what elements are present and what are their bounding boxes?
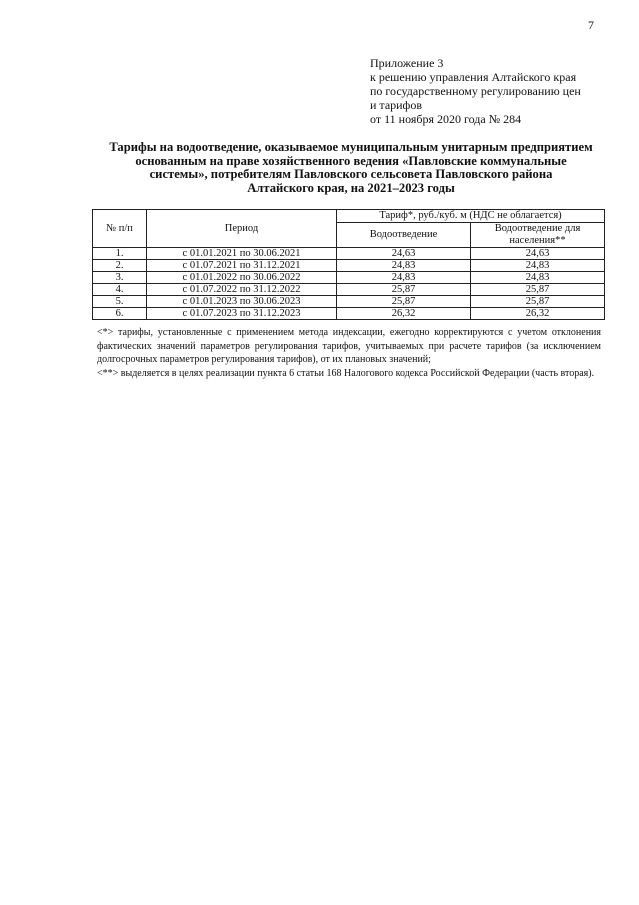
cell-water: 24,83 [337,272,471,284]
header-water: Водоотведение [337,223,471,248]
footnote: <**> выделяется в целях реализации пункта 6 статьи 168 Налогового кодекса Российской Федерации (часть вторая). [97,367,595,379]
cell-period: с 01.01.2023 по 30.06.2023 [147,296,337,308]
cell-num: 5. [93,296,147,308]
header-population: Водоотведение для населения** [471,223,605,248]
appendix-block [370,56,620,126]
footnote: <*> тарифы, установленные с применением метода индексации, ежегодно корректируются с учетом отклонения фактических значений параметров регулирования тарифов, учитываемых при расчете тарифов (за исключением долгосрочных параметров регулирования тарифов), от их плановых значений; [97,327,601,365]
table-row [93,296,605,308]
page-number: 7 [588,18,594,32]
cell-water: 24,83 [337,260,471,272]
header-num: № п/п [93,210,147,248]
cell-population: 25,87 [471,284,605,296]
cell-water: 26,32 [337,308,471,320]
cell-period: с 01.07.2023 по 31.12.2023 [147,308,337,320]
header-period: Период [147,210,337,248]
footnotes [97,326,601,380]
header-tariff-group: Тариф*, руб./куб. м (НДС не облагается) [337,210,605,223]
cell-num: 6. [93,308,147,320]
cell-period: с 01.07.2022 по 31.12.2022 [147,284,337,296]
cell-population: 24,83 [471,260,605,272]
title-line: основанным на праве хозяйственного ведения «Павловские коммунальные [135,153,567,168]
cell-population: 26,32 [471,308,605,320]
cell-period: с 01.01.2022 по 30.06.2022 [147,272,337,284]
cell-population: 24,83 [471,272,605,284]
table-row [93,272,605,284]
document-title [92,141,610,195]
tariff-table [92,209,605,320]
title-line: Тарифы на водоотведение, оказываемое муниципальным унитарным предприятием [109,140,593,154]
cell-num: 3. [93,272,147,284]
table-row [93,248,605,260]
cell-num: 1. [93,248,147,260]
cell-num: 4. [93,284,147,296]
cell-population: 24,63 [471,248,605,260]
appendix-line: от 11 ноября 2020 года № 284 [370,112,522,126]
title-line: системы», потребителям Павловского сельсовета Павловского района [149,167,553,181]
title-line: Алтайского края, на 2021–2023 годы [247,180,455,195]
cell-period: с 01.07.2021 по 31.12.2021 [147,260,337,272]
table-row [93,284,605,296]
table-row [93,308,605,320]
cell-water: 25,87 [337,284,471,296]
appendix-line: к решению управления Алтайского края [370,70,577,84]
appendix-line: и тарифов [370,98,423,112]
cell-water: 24,63 [337,248,471,260]
table-row [93,260,605,272]
appendix-line: Приложение 3 [370,56,444,70]
cell-population: 25,87 [471,296,605,308]
cell-water: 25,87 [337,296,471,308]
cell-num: 2. [93,260,147,272]
appendix-line: по государственному регулированию цен [370,84,581,98]
cell-period: с 01.01.2021 по 30.06.2021 [147,248,337,260]
